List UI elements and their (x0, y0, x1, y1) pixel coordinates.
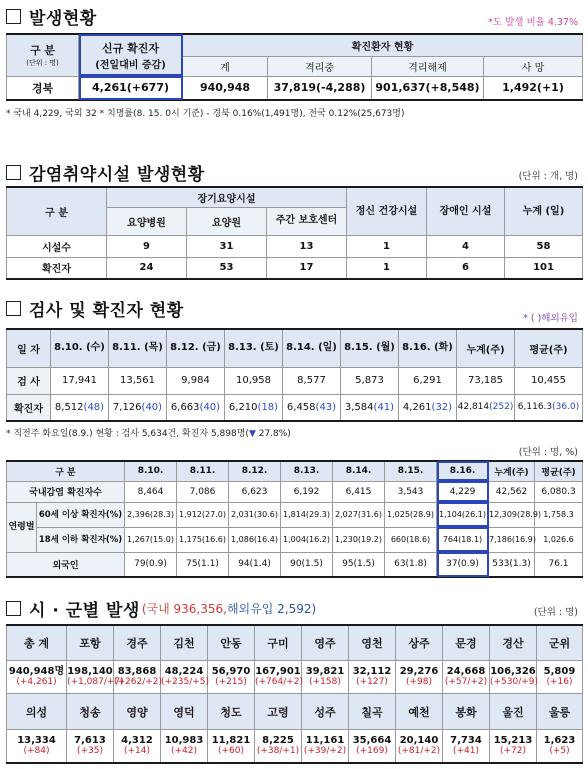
cell: 1,758.3 (535, 502, 583, 527)
cell: 3,543 (385, 481, 437, 502)
row-label-tests: 검 사 (7, 367, 51, 394)
header-released: 격리해제 (372, 56, 484, 76)
header-disabled: 장애인 시설 (427, 187, 505, 235)
city-value-row (7, 730, 583, 763)
row-total: 940,948 (183, 76, 268, 100)
checkbox-square-icon (6, 301, 21, 316)
city-value (443, 730, 490, 763)
city-increase: (+57/+2) (444, 677, 488, 688)
header-total: 계 (183, 56, 268, 76)
cell: 6,080.3 (535, 481, 583, 502)
header-weekly-avg: 평균(주) (535, 461, 583, 481)
city-increase: (+764/+2) (255, 677, 304, 688)
city-count: 24,668 (446, 666, 486, 678)
checkbox-square-icon (6, 9, 21, 24)
cell: 7,126(40) (109, 394, 167, 421)
city-name: 영양 (114, 694, 161, 730)
section2-unit: (단위 : 개, 명) (518, 171, 578, 182)
header-date: 일 자 (7, 329, 51, 367)
city-count: 4,312 (121, 735, 153, 747)
city-increase: (+1,087/+7) (67, 677, 124, 688)
city-value (7, 661, 67, 694)
city-name: 구미 (255, 625, 302, 661)
city-count: 7,613 (74, 735, 106, 747)
row-label-age60: 60세 이상 확진자(%) (37, 502, 125, 527)
header-day: 8.10. (수) (51, 329, 109, 367)
city-count: 1,623 (543, 735, 576, 747)
city-value (396, 730, 443, 763)
city-value (114, 730, 161, 763)
city-increase: (+5) (549, 746, 570, 757)
overseas-note: * ( )해외유입 (523, 313, 578, 324)
city-increase: (+39/+2) (303, 746, 347, 757)
city-count: 940,948명 (8, 666, 65, 678)
section-title-text: 검사 및 확진자 현황 (29, 301, 184, 321)
cell: 53 (187, 257, 267, 279)
city-increase: (+4,261) (16, 677, 57, 688)
city-increase: (+127) (356, 677, 388, 688)
city-count: 20,140 (399, 735, 439, 747)
section4-unit: (단위 : 명) (533, 607, 578, 618)
cell: 2,027(31.6) (333, 502, 385, 527)
overseas-total-note: 해외유입 2,592) (226, 602, 317, 616)
city-name: 칠곡 (349, 694, 396, 730)
header-daycare: 주간 보호센터 (267, 207, 347, 235)
cell: 76.1 (535, 552, 583, 577)
cell: 660(18.6) (385, 527, 437, 552)
city-value (7, 730, 67, 763)
cell: 1,814(29.3) (281, 502, 333, 527)
city-count: 35,664 (352, 735, 392, 747)
cell: 94(1.4) (229, 552, 281, 577)
tests-table (6, 328, 583, 422)
city-count: 32,112 (352, 666, 392, 678)
city-increase: (+81/+2) (397, 746, 441, 757)
row-isolating: 37,819(-4,288) (268, 76, 372, 100)
cell: 17 (267, 257, 347, 279)
city-name: 경산 (490, 625, 537, 661)
city-count: 8,225 (262, 735, 294, 747)
cell: 42,814(252) (457, 394, 515, 421)
city-name: 영천 (349, 625, 396, 661)
city-name: 영덕 (161, 694, 208, 730)
city-name: 울진 (490, 694, 537, 730)
city-name: 안동 (208, 625, 255, 661)
cell: 3,584(41) (341, 394, 399, 421)
row-label-domestic: 국내감염 확진자수 (7, 481, 125, 502)
city-value (302, 730, 349, 763)
city-value (208, 730, 255, 763)
row-region: 경북 (7, 76, 79, 100)
cell: 8,464 (125, 481, 177, 502)
cell: 2,031(30.6) (229, 502, 281, 527)
header-status: 확진환자 현황 (183, 34, 583, 56)
row-label-confirmed: 확진자 (7, 394, 51, 421)
cell: 1,086(16.4) (229, 527, 281, 552)
cell: 1,026.6 (535, 527, 583, 552)
section-title-text: 감염취약시설 발생현황 (29, 165, 205, 185)
city-count: 48,224 (164, 666, 204, 678)
section-title-tests (6, 296, 184, 321)
header-day: 8.12. (금) (167, 329, 225, 367)
city-increase: (+14) (123, 746, 150, 757)
city-count: 7,734 (450, 735, 482, 747)
header-hospital: 요양병원 (107, 207, 187, 235)
cell: 6,663(40) (167, 394, 225, 421)
city-count: 29,276 (399, 666, 439, 678)
city-count: 56,970 (211, 666, 251, 678)
city-increase: (+72) (499, 746, 526, 757)
cell: 7,086 (177, 481, 229, 502)
cell: 75(1.1) (177, 552, 229, 577)
cell: 2,396(28.3) (125, 502, 177, 527)
header-day: 8.11. (목) (109, 329, 167, 367)
cell: 1,104(26.1) (437, 502, 489, 527)
city-value (349, 661, 396, 694)
city-value (396, 661, 443, 694)
cell: 6,291 (399, 367, 457, 394)
cell: 17,941 (51, 367, 109, 394)
city-value (537, 730, 583, 763)
cell: 6,623 (229, 481, 281, 502)
section-title-text: 발생현황 (29, 9, 97, 29)
header-weekly-total: 누계(주) (457, 329, 515, 367)
cell: 90(1.5) (281, 552, 333, 577)
city-increase: (+41) (452, 746, 479, 757)
cell: 5,873 (341, 367, 399, 394)
checkbox-square-icon (6, 165, 21, 180)
city-name: 고령 (255, 694, 302, 730)
city-value (208, 661, 255, 694)
section-title-outbreak (6, 4, 97, 29)
header-date: 8.11. (177, 461, 229, 481)
city-count: 167,901 (255, 666, 301, 678)
city-count: 83,868 (117, 666, 157, 678)
row-label-confirmed: 확진자 (7, 257, 107, 279)
city-increase: (+169) (356, 746, 388, 757)
city-value (161, 661, 208, 694)
city-value (255, 661, 302, 694)
header-weekly-avg: 평균(주) (515, 329, 583, 367)
city-value (255, 730, 302, 763)
cell: 79(0.9) (125, 552, 177, 577)
cell: 13,561 (109, 367, 167, 394)
cell: 58 (505, 235, 583, 257)
cell: 533(1.3) (489, 552, 535, 577)
cell: 1,004(16.2) (281, 527, 333, 552)
city-name: 예천 (396, 694, 443, 730)
header-day: 8.15. (월) (341, 329, 399, 367)
city-increase: (+38/+1) (256, 746, 300, 757)
cell: 31 (187, 235, 267, 257)
cell: 4,261(32) (399, 394, 457, 421)
cell: 10,455 (515, 367, 583, 394)
header-weekly-total: 누계(주) (489, 461, 535, 481)
header-gubun: 구 분 (단위 : 명) (7, 34, 79, 76)
header-day: 8.16. (화) (399, 329, 457, 367)
checkbox-square-icon (6, 601, 21, 616)
outbreak-table (6, 33, 583, 101)
section1-note: * 국내 4,229, 국외 32 * 치명률(8. 15. 0시 기준) - 경북 0.16%(1,491명), 전국 0.12%(25,673명) (6, 109, 405, 119)
city-increase: (+215) (215, 677, 247, 688)
city-value (67, 661, 124, 694)
city-increase: (+84) (23, 746, 50, 757)
city-name: 문경 (443, 625, 490, 661)
city-value (161, 730, 208, 763)
city-count: 5,809 (543, 666, 576, 678)
city-count: 106,326 (490, 666, 536, 678)
cell: 764(18.1) (437, 527, 489, 552)
cell: 63(1.8) (385, 552, 437, 577)
tests-header-row (7, 329, 583, 367)
cell: 6,116.3(36.0) (515, 394, 583, 421)
city-name: 김천 (161, 625, 208, 661)
cell: 73,185 (457, 367, 515, 394)
city-table (6, 624, 583, 764)
cell: 6,210(18) (225, 394, 283, 421)
cell: 1 (347, 257, 427, 279)
ratio-note: *도 발생 비율 4.37% (488, 17, 578, 28)
domestic-total-note: (국내 936,356, (141, 602, 227, 616)
cell: 1,230(19.2) (333, 527, 385, 552)
age-table (6, 460, 583, 578)
city-increase: (+60) (217, 746, 244, 757)
header-new-case: 신규 확진자 (전일대비 증감) (79, 34, 183, 76)
cell: 8,577 (283, 367, 341, 394)
city-name: 봉화 (443, 694, 490, 730)
row-death: 1,492(+1) (484, 76, 583, 100)
cell: 9,984 (167, 367, 225, 394)
header-day: 8.13. (토) (225, 329, 283, 367)
city-value (302, 661, 349, 694)
down-arrow-icon: ▼ (248, 429, 256, 439)
header-date: 8.10. (125, 461, 177, 481)
city-count: 11,161 (305, 735, 345, 747)
cell: 95(1.5) (333, 552, 385, 577)
header-gubun: 구 분 (7, 187, 107, 235)
cell: 6,458(43) (283, 394, 341, 421)
city-increase: (+35) (76, 746, 103, 757)
cell: 9 (107, 235, 187, 257)
city-value (490, 730, 537, 763)
city-name: 총 계 (7, 625, 67, 661)
cell: 12,309(28.9) (489, 502, 535, 527)
facility-table (6, 186, 583, 280)
city-name: 영주 (302, 625, 349, 661)
cell: 101 (505, 257, 583, 279)
city-increase: (+530/+9) (490, 677, 539, 688)
header-nursing: 요양원 (187, 207, 267, 235)
city-name: 의성 (7, 694, 67, 730)
cell: 24 (107, 257, 187, 279)
city-value (67, 730, 114, 763)
header-longterm: 장기요양시설 (107, 187, 347, 207)
city-increase: (+158) (309, 677, 341, 688)
city-name: 성주 (302, 694, 349, 730)
city-increase: (+16) (546, 677, 573, 688)
cell: 4 (427, 235, 505, 257)
cell: 1 (347, 235, 427, 257)
city-count: 39,821 (305, 666, 345, 678)
cell: 6,415 (333, 481, 385, 502)
city-count: 198,140 (67, 666, 113, 678)
cell: 13 (267, 235, 347, 257)
section-title-facilities (6, 160, 205, 185)
row-label-facilities: 시설수 (7, 235, 107, 257)
header-isolating: 격리중 (268, 56, 372, 76)
cell: 1,175(16.6) (177, 527, 229, 552)
row-label-age18: 18세 이하 확진자(%) (37, 527, 125, 552)
city-name: 청도 (208, 694, 255, 730)
header-date: 8.14. (333, 461, 385, 481)
city-increase: (+262/+2) (114, 677, 163, 688)
header-day: 8.14. (일) (283, 329, 341, 367)
city-name-row (7, 694, 583, 730)
row-new: 4,261(+677) (79, 76, 183, 100)
section-title-text: 시 · 군별 발생 (29, 601, 140, 621)
city-count: 11,821 (211, 735, 251, 747)
city-value (443, 661, 490, 694)
header-cumulative: 누계 (일) (505, 187, 583, 235)
cell: 4,229 (437, 481, 489, 502)
city-name-row (7, 625, 583, 661)
cell: 1,025(28.9) (385, 502, 437, 527)
prev-week-note: * 직전주 화요일(8.9.) 현황 : 검사 5,634건, 확진자 5,898명(▼ 27.8%) (6, 429, 291, 439)
row-label-age: 연령별 (7, 502, 37, 552)
city-increase: (+42) (170, 746, 197, 757)
city-name: 군위 (537, 625, 583, 661)
header-date: 8.15. (385, 461, 437, 481)
cell: 6 (427, 257, 505, 279)
city-value (490, 661, 537, 694)
cell: 10,958 (225, 367, 283, 394)
city-value (537, 661, 583, 694)
cell: 37(0.9) (437, 552, 489, 577)
city-value (349, 730, 396, 763)
row-released: 901,637(+8,548) (372, 76, 484, 100)
header-date-today: 8.16. (437, 461, 489, 481)
city-count: 15,213 (493, 735, 533, 747)
city-name: 울릉 (537, 694, 583, 730)
header-gubun: 구 분 (7, 461, 125, 481)
city-increase: (+98) (405, 677, 432, 688)
city-value (114, 661, 161, 694)
cell: 1,267(15.0) (125, 527, 177, 552)
cell: 7,186(16.9) (489, 527, 535, 552)
cell: 8,512(48) (51, 394, 109, 421)
city-name: 경주 (114, 625, 161, 661)
cell: 6,192 (281, 481, 333, 502)
row-label-foreign: 외국인 (7, 552, 125, 577)
header-mental: 정신 건강시설 (347, 187, 427, 235)
city-increase: (+235/+5) (161, 677, 210, 688)
city-count: 10,983 (164, 735, 204, 747)
header-date: 8.13. (281, 461, 333, 481)
city-name: 포항 (67, 625, 114, 661)
section3-unit2: (단위 : 명, %) (518, 447, 578, 458)
cell: 42,562 (489, 481, 535, 502)
section-title-cities (6, 596, 316, 621)
header-death: 사 망 (484, 56, 583, 76)
city-name: 청송 (67, 694, 114, 730)
header-date: 8.12. (229, 461, 281, 481)
city-value-row (7, 661, 583, 694)
city-count: 13,334 (17, 735, 56, 747)
cell: 1,912(27.0) (177, 502, 229, 527)
city-name: 상주 (396, 625, 443, 661)
